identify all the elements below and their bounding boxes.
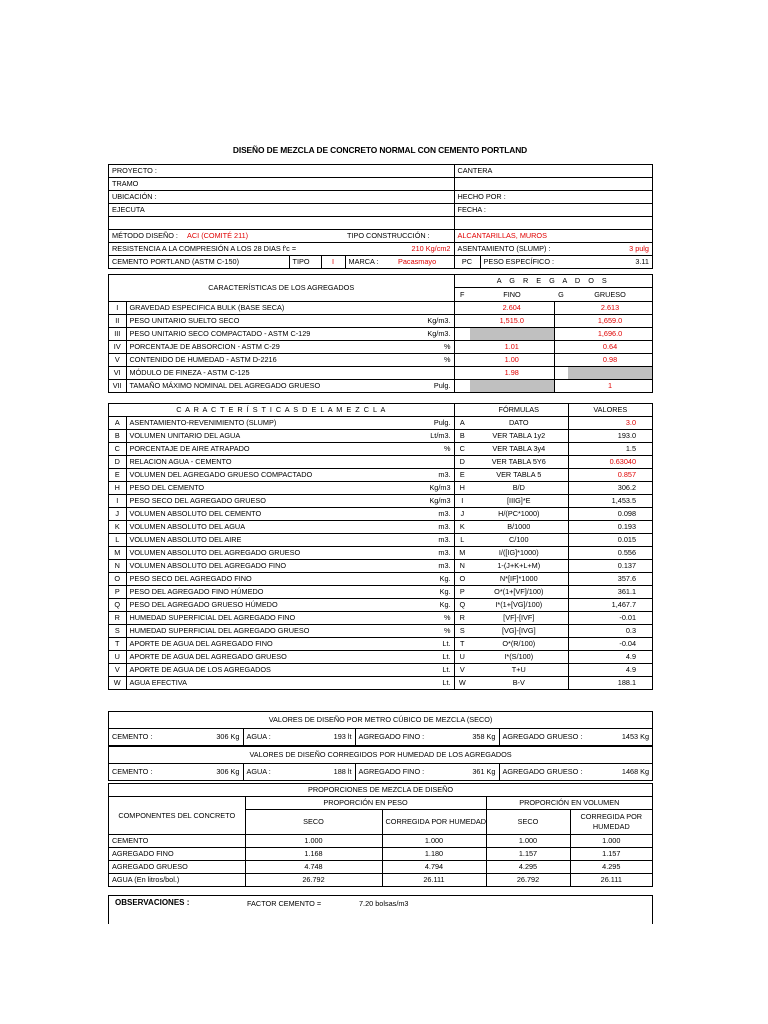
mezcla-row xyxy=(109,547,652,560)
proporcion-label: AGUA (En litros/bol.) xyxy=(109,874,245,887)
mezcla-label: PESO SECO DEL AGREGADO FINO xyxy=(126,573,416,586)
mezcla-valor: 0.098 xyxy=(568,508,652,521)
mezcla-valor: 3.0 xyxy=(568,417,652,430)
mezcla-row xyxy=(109,560,652,573)
tramo-label: TRAMO xyxy=(109,178,454,191)
proporcion-vol-seco: 1.000 xyxy=(486,835,570,848)
mezcla-letter: P xyxy=(109,586,126,599)
mezcla-formula: O*(R/100) xyxy=(470,638,568,651)
agregado-unit xyxy=(416,367,454,380)
mezcla-unit: Lt. xyxy=(416,677,454,690)
mezcla-unit: m3. xyxy=(416,508,454,521)
mezcla-unit: Kg/m3 xyxy=(416,482,454,495)
agregado-g-spacer xyxy=(554,380,568,393)
agregado-num: V xyxy=(109,354,126,367)
proporcion-peso-seco: 26.792 xyxy=(245,874,382,887)
mezcla-unit: Lt. xyxy=(416,638,454,651)
mezcla-letter-2: W xyxy=(454,677,470,690)
factor-cemento-label: FACTOR CEMENTO = xyxy=(247,899,322,908)
agregado-unit: % xyxy=(416,341,454,354)
agregado-label: MÓDULO DE FINEZA - ASTM C-125 xyxy=(126,367,416,380)
agregado-grueso-value xyxy=(568,367,652,380)
mezcla-valor: 0.556 xyxy=(568,547,652,560)
proporciones-table xyxy=(108,783,653,887)
vol-corregida-header xyxy=(570,810,652,835)
proporciones-title: PROPORCIONES DE MEZCLA DE DISEÑO xyxy=(307,785,454,794)
mezcla-label: PESO DEL CEMENTO xyxy=(126,482,416,495)
mezcla-unit: Kg. xyxy=(416,599,454,612)
componentes-header: COMPONENTES DEL CONCRETO xyxy=(109,797,245,835)
agregado-num: III xyxy=(109,328,126,341)
agregado-row xyxy=(109,367,652,380)
mezcla-letter: D xyxy=(109,456,126,469)
agregados-table xyxy=(108,274,653,393)
agregado-num: VII xyxy=(109,380,126,393)
mezcla-unit: Lt/m3. xyxy=(416,430,454,443)
seco-agua-label: AGUA : xyxy=(243,729,303,746)
ubicacion-label: UBICACIÓN : xyxy=(109,191,454,204)
mezcla-formula: T+U xyxy=(470,664,568,677)
agregado-unit: Pulg. xyxy=(416,380,454,393)
page-title: DISEÑO DE MEZCLA DE CONCRETO NORMAL CON CEMENTO PORTLAND xyxy=(232,145,528,155)
mezcla-formula: VER TABLA 3y4 xyxy=(470,443,568,456)
mezcla-formula: 1-(J+K+L+M) xyxy=(470,560,568,573)
agregado-row xyxy=(109,380,652,393)
agregado-row xyxy=(109,341,652,354)
agregados-section-title: CARACTERÍSTICAS DE LOS AGREGADOS xyxy=(208,283,355,292)
mezcla-row xyxy=(109,417,652,430)
mezcla-formula: H/(PC*1000) xyxy=(470,508,568,521)
mezcla-formula: I/([IG]*1000) xyxy=(470,547,568,560)
mezcla-valor: 188.1 xyxy=(568,677,652,690)
agregado-num: VI xyxy=(109,367,126,380)
mezcla-letter-2: O xyxy=(454,573,470,586)
mezcla-letter: U xyxy=(109,651,126,664)
valores-header: VALORES xyxy=(568,404,652,417)
mezcla-row xyxy=(109,664,652,677)
mezcla-letter-2: I xyxy=(454,495,470,508)
mezcla-formula: I*(S/100) xyxy=(470,651,568,664)
mezcla-letter-2: N xyxy=(454,560,470,573)
agregado-f-spacer xyxy=(454,367,470,380)
peso-especifico-value: 3.11 xyxy=(610,256,652,269)
mezcla-formula: [IIIG]*E xyxy=(470,495,568,508)
mezcla-label: APORTE DE AGUA DEL AGREGADO GRUESO xyxy=(126,651,416,664)
mezcla-letter-2: V xyxy=(454,664,470,677)
mezcla-valor: 357.6 xyxy=(568,573,652,586)
marca-label: MARCA : xyxy=(345,256,395,269)
observaciones-block xyxy=(108,895,653,924)
agregado-fino-value: 1.01 xyxy=(470,341,554,354)
mezcla-row xyxy=(109,482,652,495)
peso-header: PROPORCIÓN EN PESO xyxy=(245,797,486,810)
proporcion-peso-corregida: 4.794 xyxy=(382,861,486,874)
agregado-row xyxy=(109,315,652,328)
agregado-grueso-value: 1 xyxy=(568,380,652,393)
fecha-label: FECHA : xyxy=(454,204,652,217)
mezcla-formula: O*(1+[VF]/100) xyxy=(470,586,568,599)
agregado-row xyxy=(109,328,652,341)
proporcion-label: AGREGADO GRUESO xyxy=(109,861,245,874)
mezcla-label: ASENTAMIENTO-REVENIMIENTO (SLUMP) xyxy=(126,417,416,430)
agregado-num: IV xyxy=(109,341,126,354)
mezcla-label: PESO DEL AGREGADO GRUESO HÚMEDO xyxy=(126,599,416,612)
mezcla-row xyxy=(109,521,652,534)
seco-fino-label: AGREGADO FINO : xyxy=(355,729,440,746)
mezcla-formula: VER TABLA 5Y6 xyxy=(470,456,568,469)
project-header xyxy=(108,164,653,269)
agregado-grueso-value: 0.98 xyxy=(568,354,652,367)
corr-agua-label: AGUA : xyxy=(243,764,303,781)
agregado-grueso-value: 2.613 xyxy=(568,302,652,315)
proporcion-label: CEMENTO xyxy=(109,835,245,848)
mezcla-valor: 361.1 xyxy=(568,586,652,599)
mezcla-valor: 0.015 xyxy=(568,534,652,547)
mezcla-unit: m3. xyxy=(416,547,454,560)
formulas-header: FÓRMULAS xyxy=(498,405,540,414)
proporcion-vol-seco: 1.157 xyxy=(486,848,570,861)
corregidos-title: VALORES DE DISEÑO CORREGIDOS POR HUMEDAD DE LOS AGREGADOS xyxy=(249,750,512,759)
mezcla-formula: B/1000 xyxy=(470,521,568,534)
mezcla-letter: I xyxy=(109,495,126,508)
mezcla-unit: Kg/m3 xyxy=(416,495,454,508)
mezcla-letter-2: R xyxy=(454,612,470,625)
corr-grueso-value: 1468 Kg xyxy=(593,764,652,781)
mezcla-unit: % xyxy=(416,443,454,456)
seco-agua-value: 193 lt xyxy=(303,729,355,746)
corr-cemento-value: 306 Kg xyxy=(175,764,243,781)
mezcla-label: PESO SECO DEL AGREGADO GRUESO xyxy=(126,495,416,508)
tipo-construccion-label: TIPO CONSTRUCCIÓN : xyxy=(344,230,454,243)
mezcla-letter-2: B xyxy=(454,430,470,443)
mezcla-letter: B xyxy=(109,430,126,443)
valores-corregidos xyxy=(108,746,653,781)
mezcla-letter-2: S xyxy=(454,625,470,638)
cemento-portland-label: CEMENTO PORTLAND (ASTM C-150) xyxy=(109,256,289,269)
mezcla-unit: Kg. xyxy=(416,586,454,599)
mezcla-formula: [VF]-[IVF] xyxy=(470,612,568,625)
mezcla-unit: m3. xyxy=(416,560,454,573)
resistencia-value: 210 Kg/cm2 xyxy=(393,243,454,256)
mezcla-letter: W xyxy=(109,677,126,690)
volumen-header: PROPORCIÓN EN VOLUMEN xyxy=(486,797,652,810)
mezcla-formula: VER TABLA 5 xyxy=(470,469,568,482)
mezcla-letter-2: E xyxy=(454,469,470,482)
g-header: G xyxy=(554,288,568,302)
resistencia-label: RESISTENCIA A LA COMPRESIÓN A LOS 28 DIAS f'c = xyxy=(109,243,393,256)
mezcla-label: VOLUMEN DEL AGREGADO GRUESO COMPACTADO xyxy=(126,469,416,482)
agregado-grueso-value: 1,696.0 xyxy=(568,328,652,341)
mezcla-label: RELACION AGUA - CEMENTO xyxy=(126,456,416,469)
valores-seco xyxy=(108,711,653,746)
proporcion-vol-corregida: 1.157 xyxy=(570,848,652,861)
mezcla-valor: 193.0 xyxy=(568,430,652,443)
mezcla-letter: K xyxy=(109,521,126,534)
peso-seco-header: SECO xyxy=(245,810,382,835)
mezcla-valor: -0.04 xyxy=(568,638,652,651)
f-header: F xyxy=(454,288,470,302)
proporcion-row xyxy=(109,848,652,861)
corr-agua-value: 188 lt xyxy=(303,764,355,781)
mezcla-letter: O xyxy=(109,573,126,586)
mezcla-letter: Q xyxy=(109,599,126,612)
metodo-value: ACI (COMITÉ 211) xyxy=(184,230,344,243)
agregado-unit: Kg/m3. xyxy=(416,328,454,341)
corr-fino-label: AGREGADO FINO : xyxy=(355,764,440,781)
mezcla-formula: I*(1+[VG]/100) xyxy=(470,599,568,612)
mezcla-letter-2: H xyxy=(454,482,470,495)
agregado-g-spacer xyxy=(554,354,568,367)
mezcla-letter: R xyxy=(109,612,126,625)
seco-grueso-value: 1453 Kg xyxy=(593,729,652,746)
mezcla-row xyxy=(109,612,652,625)
tipo-value: I xyxy=(321,256,345,269)
mezcla-unit: % xyxy=(416,625,454,638)
mezcla-unit xyxy=(416,456,454,469)
seco-grueso-label: AGREGADO GRUESO : xyxy=(499,729,593,746)
factor-cemento-value: 7.20 bolsas/m3 xyxy=(359,899,409,908)
mezcla-row xyxy=(109,534,652,547)
agregado-unit xyxy=(416,302,454,315)
mezcla-valor: 0.193 xyxy=(568,521,652,534)
agregado-label: PESO UNITARIO SECO COMPACTADO - ASTM C-129 xyxy=(126,328,416,341)
agregado-label: GRAVEDAD ESPECIFICA BULK (BASE SECA) xyxy=(126,302,416,315)
mezcla-formula: B/D xyxy=(470,482,568,495)
mezcla-unit: m3. xyxy=(416,469,454,482)
agregado-f-spacer xyxy=(454,328,470,341)
mezcla-unit: m3. xyxy=(416,534,454,547)
agregado-fino-value xyxy=(470,328,554,341)
mezcla-label: PESO DEL AGREGADO FINO HÚMEDO xyxy=(126,586,416,599)
agregado-g-spacer xyxy=(554,315,568,328)
proporcion-vol-corregida: 4.295 xyxy=(570,861,652,874)
mezcla-unit: Lt. xyxy=(416,651,454,664)
proporcion-vol-seco: 26.792 xyxy=(486,874,570,887)
mezcla-label: HUMEDAD SUPERFICIAL DEL AGREGADO FINO xyxy=(126,612,416,625)
mezcla-valor: 1,467.7 xyxy=(568,599,652,612)
mezcla-label: APORTE DE AGUA DE LOS AGREGADOS xyxy=(126,664,416,677)
asentamiento-label: ASENTAMIENTO (SLUMP) : xyxy=(454,243,612,256)
peso-especifico-label: PESO ESPECÍFICO : xyxy=(480,256,610,269)
mezcla-label: VOLUMEN ABSOLUTO DEL CEMENTO xyxy=(126,508,416,521)
proporcion-peso-corregida: 1.000 xyxy=(382,835,486,848)
mezcla-letter: S xyxy=(109,625,126,638)
seco-fino-value: 358 Kg xyxy=(440,729,499,746)
mezcla-label: VOLUMEN ABSOLUTO DEL AIRE xyxy=(126,534,416,547)
mezcla-valor: 0.3 xyxy=(568,625,652,638)
agregado-f-spacer xyxy=(454,302,470,315)
mezcla-row xyxy=(109,638,652,651)
peso-corregida-header: CORREGIDA POR HUMEDAD xyxy=(382,810,486,835)
mezcla-formula: C/100 xyxy=(470,534,568,547)
mezcla-row xyxy=(109,443,652,456)
mezcla-letter: A xyxy=(109,417,126,430)
agregado-num: I xyxy=(109,302,126,315)
mezcla-letter: T xyxy=(109,638,126,651)
agregado-fino-value: 1.98 xyxy=(470,367,554,380)
agregado-label: PORCENTAJE DE ABSORCION - ASTM C-29 xyxy=(126,341,416,354)
mezcla-letter-2: T xyxy=(454,638,470,651)
tipo-construccion-value: ALCANTARILLAS, MUROS xyxy=(454,230,652,243)
mezcla-letter-2: L xyxy=(454,534,470,547)
proporcion-row xyxy=(109,861,652,874)
agregados-header: A G R E G A D O S xyxy=(454,275,652,288)
mezcla-label: VOLUMEN UNITARIO DEL AGUA xyxy=(126,430,416,443)
hecho-por-label: HECHO POR : xyxy=(454,191,652,204)
mezcla-row xyxy=(109,456,652,469)
mezcla-label: VOLUMEN ABSOLUTO DEL AGUA xyxy=(126,521,416,534)
agregado-row xyxy=(109,354,652,367)
mezcla-label: VOLUMEN ABSOLUTO DEL AGREGADO GRUESO xyxy=(126,547,416,560)
mezcla-unit: Kg. xyxy=(416,573,454,586)
agregado-fino-value xyxy=(470,380,554,393)
seco-cemento-label: CEMENTO : xyxy=(109,729,175,746)
mezcla-label: HUMEDAD SUPERFICIAL DEL AGREGADO GRUESO xyxy=(126,625,416,638)
proporcion-peso-corregida: 1.180 xyxy=(382,848,486,861)
agregado-g-spacer xyxy=(554,341,568,354)
mezcla-letter-2: U xyxy=(454,651,470,664)
cantera-label: CANTERA xyxy=(454,165,652,178)
agregado-num: II xyxy=(109,315,126,328)
mezcla-formula: [VG]-[IVG] xyxy=(470,625,568,638)
mezcla-valor: 1.5 xyxy=(568,443,652,456)
mezcla-valor: 0.857 xyxy=(568,469,652,482)
corr-cemento-label: CEMENTO : xyxy=(109,764,175,781)
mezcla-letter-2: A xyxy=(454,417,470,430)
mezcla-label: VOLUMEN ABSOLUTO DEL AGREGADO FINO xyxy=(126,560,416,573)
mezcla-row xyxy=(109,508,652,521)
mezcla-letter: L xyxy=(109,534,126,547)
corr-grueso-label: AGREGADO GRUESO : xyxy=(499,764,593,781)
mezcla-letter-2: D xyxy=(454,456,470,469)
mezcla-row xyxy=(109,430,652,443)
mezcla-label: APORTE DE AGUA DEL AGREGADO FINO xyxy=(126,638,416,651)
agregado-g-spacer xyxy=(554,328,568,341)
proyecto-label: PROYECTO : xyxy=(112,166,157,175)
vol-corregida-line1: CORREGIDA POR xyxy=(580,812,643,821)
mezcla-valor: 306.2 xyxy=(568,482,652,495)
grueso-header: GRUESO xyxy=(568,288,652,302)
agregado-label: TAMAÑO MÁXIMO NOMINAL DEL AGREGADO GRUESO xyxy=(126,380,416,393)
fino-header: FINO xyxy=(470,288,554,302)
proporcion-vol-seco: 4.295 xyxy=(486,861,570,874)
mezcla-valor: 0.137 xyxy=(568,560,652,573)
ejecuta-label: EJECUTA xyxy=(109,204,454,217)
proporcion-peso-corregida: 26.111 xyxy=(382,874,486,887)
mezcla-letter-2: C xyxy=(454,443,470,456)
proporcion-peso-seco: 1.000 xyxy=(245,835,382,848)
agregado-unit: Kg/m3. xyxy=(416,315,454,328)
seco-title: VALORES DE DISEÑO POR METRO CÚBICO DE MEZCLA (SECO) xyxy=(268,715,493,724)
observaciones-label: OBSERVACIONES : xyxy=(115,898,190,907)
agregado-fino-value: 1,515.0 xyxy=(470,315,554,328)
mezcla-formula: VER TABLA 1y2 xyxy=(470,430,568,443)
mezcla-table xyxy=(108,403,653,690)
mezcla-valor: 0.63040 xyxy=(568,456,652,469)
agregado-grueso-value: 1,659.0 xyxy=(568,315,652,328)
mezcla-label: PORCENTAJE DE AIRE ATRAPADO xyxy=(126,443,416,456)
seco-cemento-value: 306 Kg xyxy=(175,729,243,746)
mezcla-letter-2: Q xyxy=(454,599,470,612)
mezcla-letter-2: M xyxy=(454,547,470,560)
mezcla-unit: Pulg. xyxy=(416,417,454,430)
mezcla-row xyxy=(109,651,652,664)
agregado-fino-value: 1.00 xyxy=(470,354,554,367)
mezcla-letter-2: K xyxy=(454,521,470,534)
agregado-grueso-value: 0.64 xyxy=(568,341,652,354)
marca-value: Pacasmayo xyxy=(395,256,454,269)
vol-corregida-line2: HUMEDAD xyxy=(592,822,630,831)
mezcla-unit: Lt. xyxy=(416,664,454,677)
mezcla-row xyxy=(109,677,652,690)
mezcla-section-title: C A R A C T E R Í S T I C A S D E L A M E Z C L A xyxy=(176,405,387,414)
mezcla-letter: H xyxy=(109,482,126,495)
mezcla-formula: DATO xyxy=(470,417,568,430)
agregado-g-spacer xyxy=(554,367,568,380)
vol-seco-header: SECO xyxy=(486,810,570,835)
mezcla-valor: -0.01 xyxy=(568,612,652,625)
proporcion-row xyxy=(109,835,652,848)
mezcla-valor: 1,453.5 xyxy=(568,495,652,508)
agregado-fino-value: 2.604 xyxy=(470,302,554,315)
agregado-f-spacer xyxy=(454,354,470,367)
pc-label: PC xyxy=(454,256,480,269)
mezcla-valor: 4.9 xyxy=(568,664,652,677)
mezcla-row xyxy=(109,586,652,599)
mezcla-letter: N xyxy=(109,560,126,573)
corr-fino-value: 361 Kg xyxy=(440,764,499,781)
mezcla-letter: J xyxy=(109,508,126,521)
mezcla-letter-2: J xyxy=(454,508,470,521)
proporcion-label: AGREGADO FINO xyxy=(109,848,245,861)
proporcion-peso-seco: 4.748 xyxy=(245,861,382,874)
proporcion-vol-corregida: 26.111 xyxy=(570,874,652,887)
agregado-label: CONTENIDO DE HUMEDAD - ASTM D-2216 xyxy=(126,354,416,367)
mezcla-unit: % xyxy=(416,612,454,625)
agregado-f-spacer xyxy=(454,341,470,354)
agregado-g-spacer xyxy=(554,302,568,315)
mezcla-label: AGUA EFECTIVA xyxy=(126,677,416,690)
mezcla-letter: V xyxy=(109,664,126,677)
mezcla-letter: C xyxy=(109,443,126,456)
agregado-f-spacer xyxy=(454,315,470,328)
mezcla-row xyxy=(109,495,652,508)
proporcion-row xyxy=(109,874,652,887)
agregado-row xyxy=(109,302,652,315)
proporcion-peso-seco: 1.168 xyxy=(245,848,382,861)
mezcla-formula: N*[IF]*1000 xyxy=(470,573,568,586)
agregado-f-spacer xyxy=(454,380,470,393)
asentamiento-value: 3 pulg xyxy=(612,243,652,256)
mezcla-letter: E xyxy=(109,469,126,482)
proporcion-vol-corregida: 1.000 xyxy=(570,835,652,848)
mezcla-letter-2: P xyxy=(454,586,470,599)
mezcla-row xyxy=(109,599,652,612)
mezcla-formula: B-V xyxy=(470,677,568,690)
mezcla-row xyxy=(109,625,652,638)
metodo-label: MÉTODO DISEÑO : xyxy=(109,230,184,243)
agregado-label: PESO UNITARIO SUELTO SECO xyxy=(126,315,416,328)
agregado-unit: % xyxy=(416,354,454,367)
mezcla-unit: m3. xyxy=(416,521,454,534)
tipo-label: TIPO xyxy=(289,256,321,269)
mezcla-row xyxy=(109,469,652,482)
mezcla-valor: 4.9 xyxy=(568,651,652,664)
mezcla-letter: M xyxy=(109,547,126,560)
mezcla-row xyxy=(109,573,652,586)
